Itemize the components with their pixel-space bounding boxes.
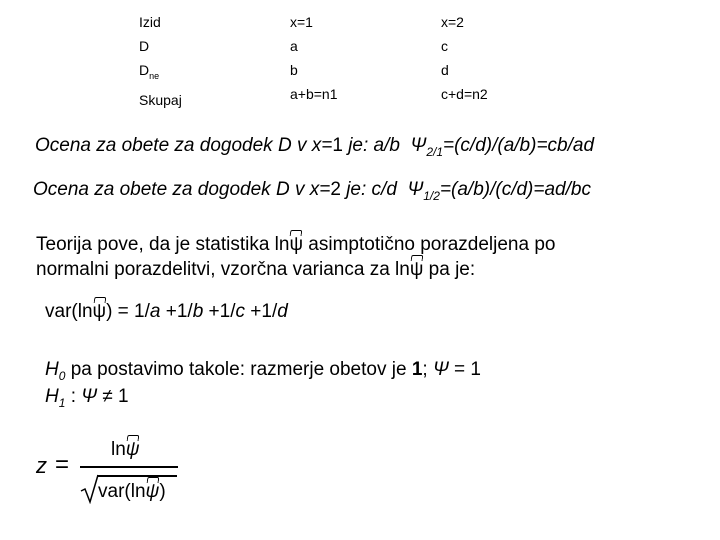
equals-sign: = (55, 451, 70, 478)
hypothesis-h1: $H_1$ : Ψ ≠ 1 (45, 386, 129, 410)
psi-hat-symbol: ψ (409, 259, 424, 280)
psi-symbol: Ψ (407, 179, 424, 200)
z-denominator: var(lnψ) (98, 481, 166, 502)
hypothesis-h0: $H_0$ pa postavimo takole: razmerje obetov je 1; Ψ = 1 (45, 359, 481, 383)
variance-formula: var(lnψ) = 1/a +1/b +1/c +1/d (45, 301, 288, 322)
theory-paragraph (36, 232, 555, 282)
cell-c: c (441, 38, 448, 54)
row-label-skupaj: Skupaj (139, 91, 182, 108)
row-label-d: D (139, 38, 150, 54)
x2-column (441, 10, 488, 106)
psi-symbol: Ψ (410, 135, 427, 156)
psi-hat-symbol: ψ (289, 234, 304, 255)
col-header-x1: x=1 (290, 14, 313, 30)
cell-b: b (290, 62, 298, 78)
col-header-izid: Izid (139, 14, 161, 30)
odds-estimate-x2: Ocena za obete za dogodek D v x=2 je: c/d $\Psi_{1/2}=(a/b)/(c/d)=ad/bc$ (33, 179, 591, 203)
z-symbol: z (36, 453, 47, 478)
row-label-dne: $D_{ne}$ (139, 62, 160, 81)
outcome-column (139, 10, 182, 112)
psi-hat-symbol: ψ (92, 301, 107, 322)
sqrt-bar (97, 475, 177, 477)
psi-hat-symbol: ψ (125, 439, 140, 460)
odds-estimate-x1: Ocena za obete za dogodek D v x=1 je: a/b $\Psi_{2/1}=(c/d)/(a/b)=cb/ad$ (35, 135, 595, 159)
cell-d: d (441, 62, 449, 78)
fraction-line (80, 466, 178, 468)
x1-column (290, 10, 338, 106)
theory-line-2: normalni porazdelitvi, vzorčna varianca za lnψ pa je: (36, 259, 476, 280)
cell-a: a (290, 38, 298, 54)
z-numerator: lnψ (111, 439, 140, 460)
cell-n2: c+d=n2 (441, 86, 488, 102)
psi-hat-symbol: ψ (145, 481, 160, 502)
theory-line-1: Teorija pove, da je statistika lnψ asimptotično porazdeljena po (36, 234, 556, 255)
col-header-x2: x=2 (441, 14, 464, 30)
sqrt-sign (80, 474, 100, 504)
cell-n1: a+b=n1 (290, 86, 338, 102)
